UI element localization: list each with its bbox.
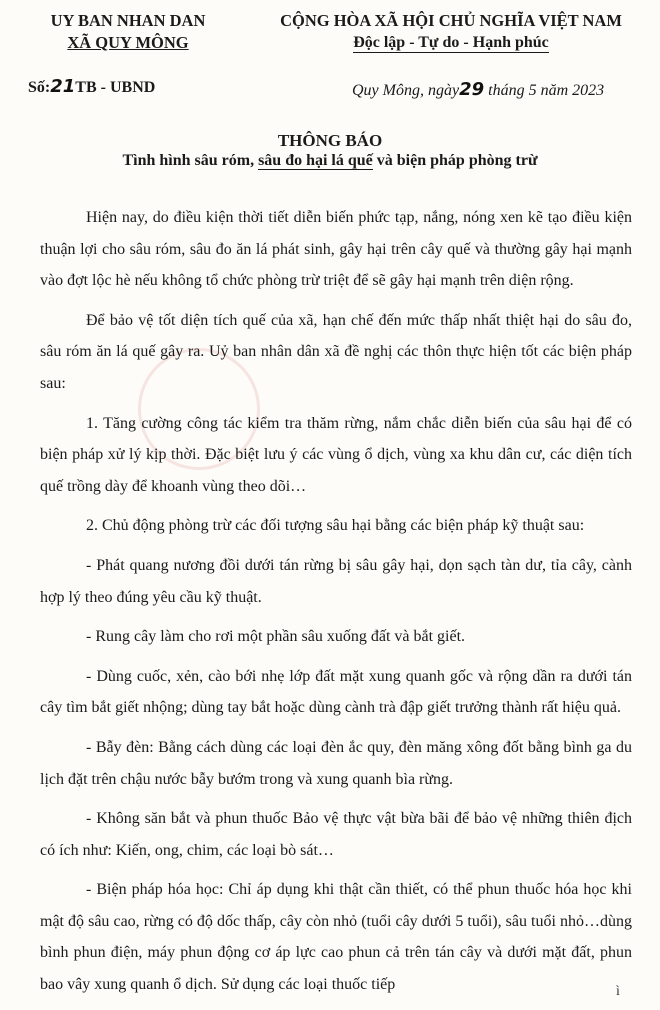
- paragraph-natural-enemies: - Không săn bắt và phun thuốc Bảo vệ thực vật bừa bãi để bảo vệ những thiên địch có ích như: Kiến, ong, chim, các loại bò sát…: [40, 810, 632, 859]
- date-suffix: tháng 5 năm 2023: [488, 82, 605, 99]
- agency-line-1: UY BAN NHAN DAN: [50, 11, 206, 30]
- document-title: THÔNG BÁO: [277, 131, 383, 150]
- paragraph-light-trap: - Bẫy đèn: Bằng cách dùng các loại đèn ắc quy, đèn măng xông đốt bằng bình ga du lịch đặt trên chậu nước bẫy bướm trong và xung quanh bìa rừng.: [40, 738, 632, 788]
- doc-number-suffix: TB - UBND: [75, 79, 156, 96]
- paragraph-digging: - Dùng cuốc, xẻn, cào bới nhẹ lớp đất mặt xung quanh gốc và rộng dần ra dưới tán cây tìm bắt giết nhộng; dùng tay bắt hoặc dùng cành trà đập giết trưởng thành rất hiệu quả.: [40, 667, 632, 717]
- date-prefix: Quy Mông, ngày: [352, 82, 460, 99]
- page-mark: ì: [616, 984, 620, 999]
- paragraph-clearing: - Phát quang nương đồi dưới tán rừng bị sâu gây hại, dọn sạch tàn dư, tỉa cây, cành hợp lý theo đúng yêu cầu kỹ thuật.: [40, 556, 632, 606]
- motto-text: Độc lập - Tự do - Hạnh phúc: [353, 34, 549, 51]
- document-body: [40, 202, 632, 1001]
- subtitle-part-2: sâu đo hại lá quế: [258, 152, 373, 169]
- nation-name: CỘNG HÒA XÃ HỘI CHỦ NGHĨA VIỆT NAM: [280, 11, 622, 30]
- doc-number-handwritten: 21: [50, 76, 76, 97]
- document-subtitle: [0, 152, 660, 170]
- national-heading: [262, 10, 640, 54]
- issuing-agency: [28, 10, 228, 54]
- paragraph-shaking: - Rung cây làm cho rơi một phần sâu xuống đất và bắt giết.: [86, 628, 466, 646]
- doc-number-prefix: Số:: [28, 79, 51, 96]
- date-day-handwritten: 29: [459, 79, 485, 100]
- motto: [262, 32, 640, 54]
- agency-line-2: XÃ QUY MÔNG: [67, 33, 189, 52]
- paragraph-purpose: Để bảo vệ tốt diện tích quế của xã, hạn chế đến mức thấp nhất thiệt hại do sâu đo, sâu róm ăn lá quế gây ra. Uỷ ban nhân dân xã đề nghị các thôn thực hiện tốt các biện pháp sau:: [40, 311, 632, 392]
- paragraph-chemical: - Biện pháp hóa học: Chỉ áp dụng khi thật cần thiết, có thể phun thuốc hóa học khi mật độ sâu cao, rừng có độ dốc thấp, cây còn nhỏ (tuổi cây dưới 5 tuổi), sâu tuổi nhỏ…dùng bình phun điện, máy phun động cơ áp lực cao phun cả trên tán cây và dưới mặt đất, phun bao vây xung quanh ổ dịch. Sử dụng các loại thuốc tiếp: [40, 881, 632, 994]
- paragraph-intro: Hiện nay, do điều kiện thời tiết diễn biến phức tạp, nắng, nóng xen kẽ tạo điều kiện thuận lợi cho sâu róm, sâu đo ăn lá phát sinh, gây hại trên cây quế và thường gây hại mạnh vào đợt lộc hè nếu không tổ chức phòng trừ triệt để sẽ gây hại mạnh trên diện rộng.: [40, 209, 632, 290]
- paragraph-item-2: 2. Chủ động phòng trừ các đối tượng sâu hại bằng các biện pháp kỹ thuật sau:: [86, 517, 585, 535]
- subtitle-part-3: và biện pháp phòng trừ: [372, 152, 538, 169]
- place-date: [352, 79, 654, 100]
- paragraph-item-1: 1. Tăng cường công tác kiểm tra thăm rừng, nắm chắc diễn biến của sâu hại để có biện pháp xử lý kịp thời. Đặc biệt lưu ý các vùng ổ dịch, vùng xa khu dân cư, các diện tích quế trồng dày để khoanh vùng theo dõi…: [40, 414, 632, 495]
- subtitle-part-1: Tình hình sâu róm,: [122, 152, 259, 169]
- document-number: [28, 76, 155, 97]
